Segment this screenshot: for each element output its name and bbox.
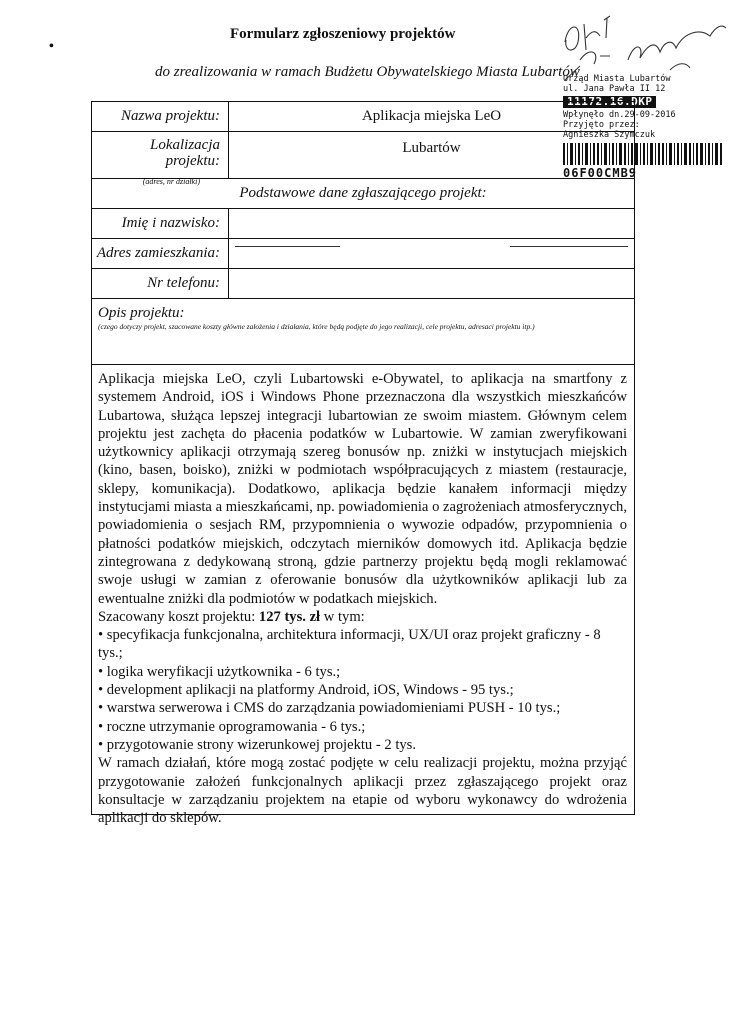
bullet-mark: • <box>49 39 54 54</box>
cost-prefix: Szacowany koszt projektu: <box>98 608 259 625</box>
description-label: Opis projektu: <box>98 305 185 321</box>
project-name-label: Nazwa projektu: <box>92 102 229 131</box>
cost-suffix: w tym: <box>320 608 365 625</box>
address-value <box>229 239 634 268</box>
project-name-value: Aplikacja miejska LeO <box>361 108 502 124</box>
cost-line <box>98 608 627 626</box>
row-applicant-header <box>92 179 634 209</box>
address-label: Adres zamieszkania: <box>92 239 229 268</box>
row-address <box>92 239 634 269</box>
barcode-text: 06F00CMB9 <box>563 166 638 180</box>
row-project-name <box>92 102 634 132</box>
cost-value: 127 tys. zł <box>258 608 321 625</box>
row-description-body <box>92 365 634 827</box>
stamp-received-by: Agnieszka Szymczuk <box>563 130 656 140</box>
list-item: • logika weryfikacji użytkownika - 6 tys.; <box>98 663 627 681</box>
applicant-section-header: Podstawowe dane zgłaszającego projekt: <box>239 185 487 201</box>
redaction-line <box>510 246 628 247</box>
cost-items-list <box>98 626 627 754</box>
redaction-line <box>235 246 340 247</box>
form-title: Formularz zgłoszeniowy projektów <box>230 26 456 42</box>
project-location-hint: (adres, nr działki) <box>142 177 200 186</box>
form-subtitle: do zrealizowania w ramach Budżetu Obywatelskiego Miasta Lubartów <box>155 64 580 80</box>
stamp-office: Urząd Miasta Lubartów <box>563 74 671 84</box>
stamp-received-by-label: Przyjęto przez: <box>563 120 640 130</box>
fullname-value <box>229 209 634 238</box>
list-item: • development aplikacji na platformy Android, iOS, Windows - 95 tys.; <box>98 681 627 699</box>
closing-text: W ramach działań, które mogą zostać podjęte w celu realizacji projektu, można przyjąć przygotowanie założeń funkcjonalnych aplikacji przez zgłaszającego projekt oraz konsultacje w zarządzaniu projektem na etapie od wyboru wykonawcy do wdrożenia aplikacji do sklepów. <box>98 755 627 827</box>
description-text: Aplikacja miejska LeO, czyli Lubartowski e-Obywatel, to aplikacja na smartfony z systemem Android, iOS i Windows Phone przeznaczona dla wszystkich mieszkańców Lubartowa, służąca lepszej integracji lubartowian ze swoim miastem. Głównym celem projektu jest zachęta do płacenia podatków w Lubartowie. W zamian zweryfikowani użytkownicy aplikacji otrzymają szereg bonusów np. zniżki w instytucjach miejskich (kino, basen, boisko), zniżki w podmiotach współpracujących z miastem (restauracje, sklepy, komunikacja). Dodatkowo, aplikacja będzie kanałem informacji między instytucjami miasta a mieszkańcami, np. powiadomienia o zagrożeniach atmosferycznych, powiadomienia o sesjach RM, przypomnienia o wywozie odpadów, przypomnienia o płatności podatków miejskich, odczytach mierników domowych itd. Aplikacja będzie zintegrowana z dedykowaną stroną, gdzie partnerzy projektu będą mogli reklamować swoje usługi w zamian z oferowanie bonusów dla użytkowników aplikacji lub za ewentualne zniżki dla podmiotów w podatkach miejskich. <box>98 371 627 607</box>
list-item: • warstwa serwerowa i CMS do zarządzania powiadomieniami PUSH - 10 tys.; <box>98 699 627 717</box>
stamp-received-date: Wpłynęło dn.29-09-2016 <box>563 110 676 120</box>
application-form <box>91 101 635 827</box>
fullname-label: Imię i nazwisko: <box>92 209 229 238</box>
project-location-value: Lubartów <box>402 140 461 156</box>
row-project-location <box>92 132 634 186</box>
list-item: • specyfikacja funkcjonalna, architektura informacji, UX/UI oraz projekt graficzny - 8 tys.; <box>98 626 627 663</box>
project-location-label-cell <box>92 132 229 186</box>
stamp-address: ul. Jana Pawła II 12 <box>563 84 666 94</box>
project-location-label: Lokalizacja projektu: <box>150 137 220 169</box>
list-item: • przygotowanie strony wizerunkowej projektu - 2 tys. <box>98 736 627 754</box>
stamp-reference-number: 11172.16.DKP <box>563 96 656 108</box>
phone-label: Nr telefonu: <box>92 269 229 298</box>
row-phone <box>92 269 634 299</box>
handwritten-signature <box>560 2 729 82</box>
row-description-header <box>92 299 634 365</box>
description-hint: (czego dotyczy projekt, szacowane koszty główne założenia i działania, które będą podjęte do jego realizacji, cele projektu, adresaci projektu itp.) <box>98 322 535 331</box>
row-fullname <box>92 209 634 239</box>
phone-value <box>229 269 634 298</box>
list-item: • roczne utrzymanie oprogramowania - 6 tys.; <box>98 718 627 736</box>
